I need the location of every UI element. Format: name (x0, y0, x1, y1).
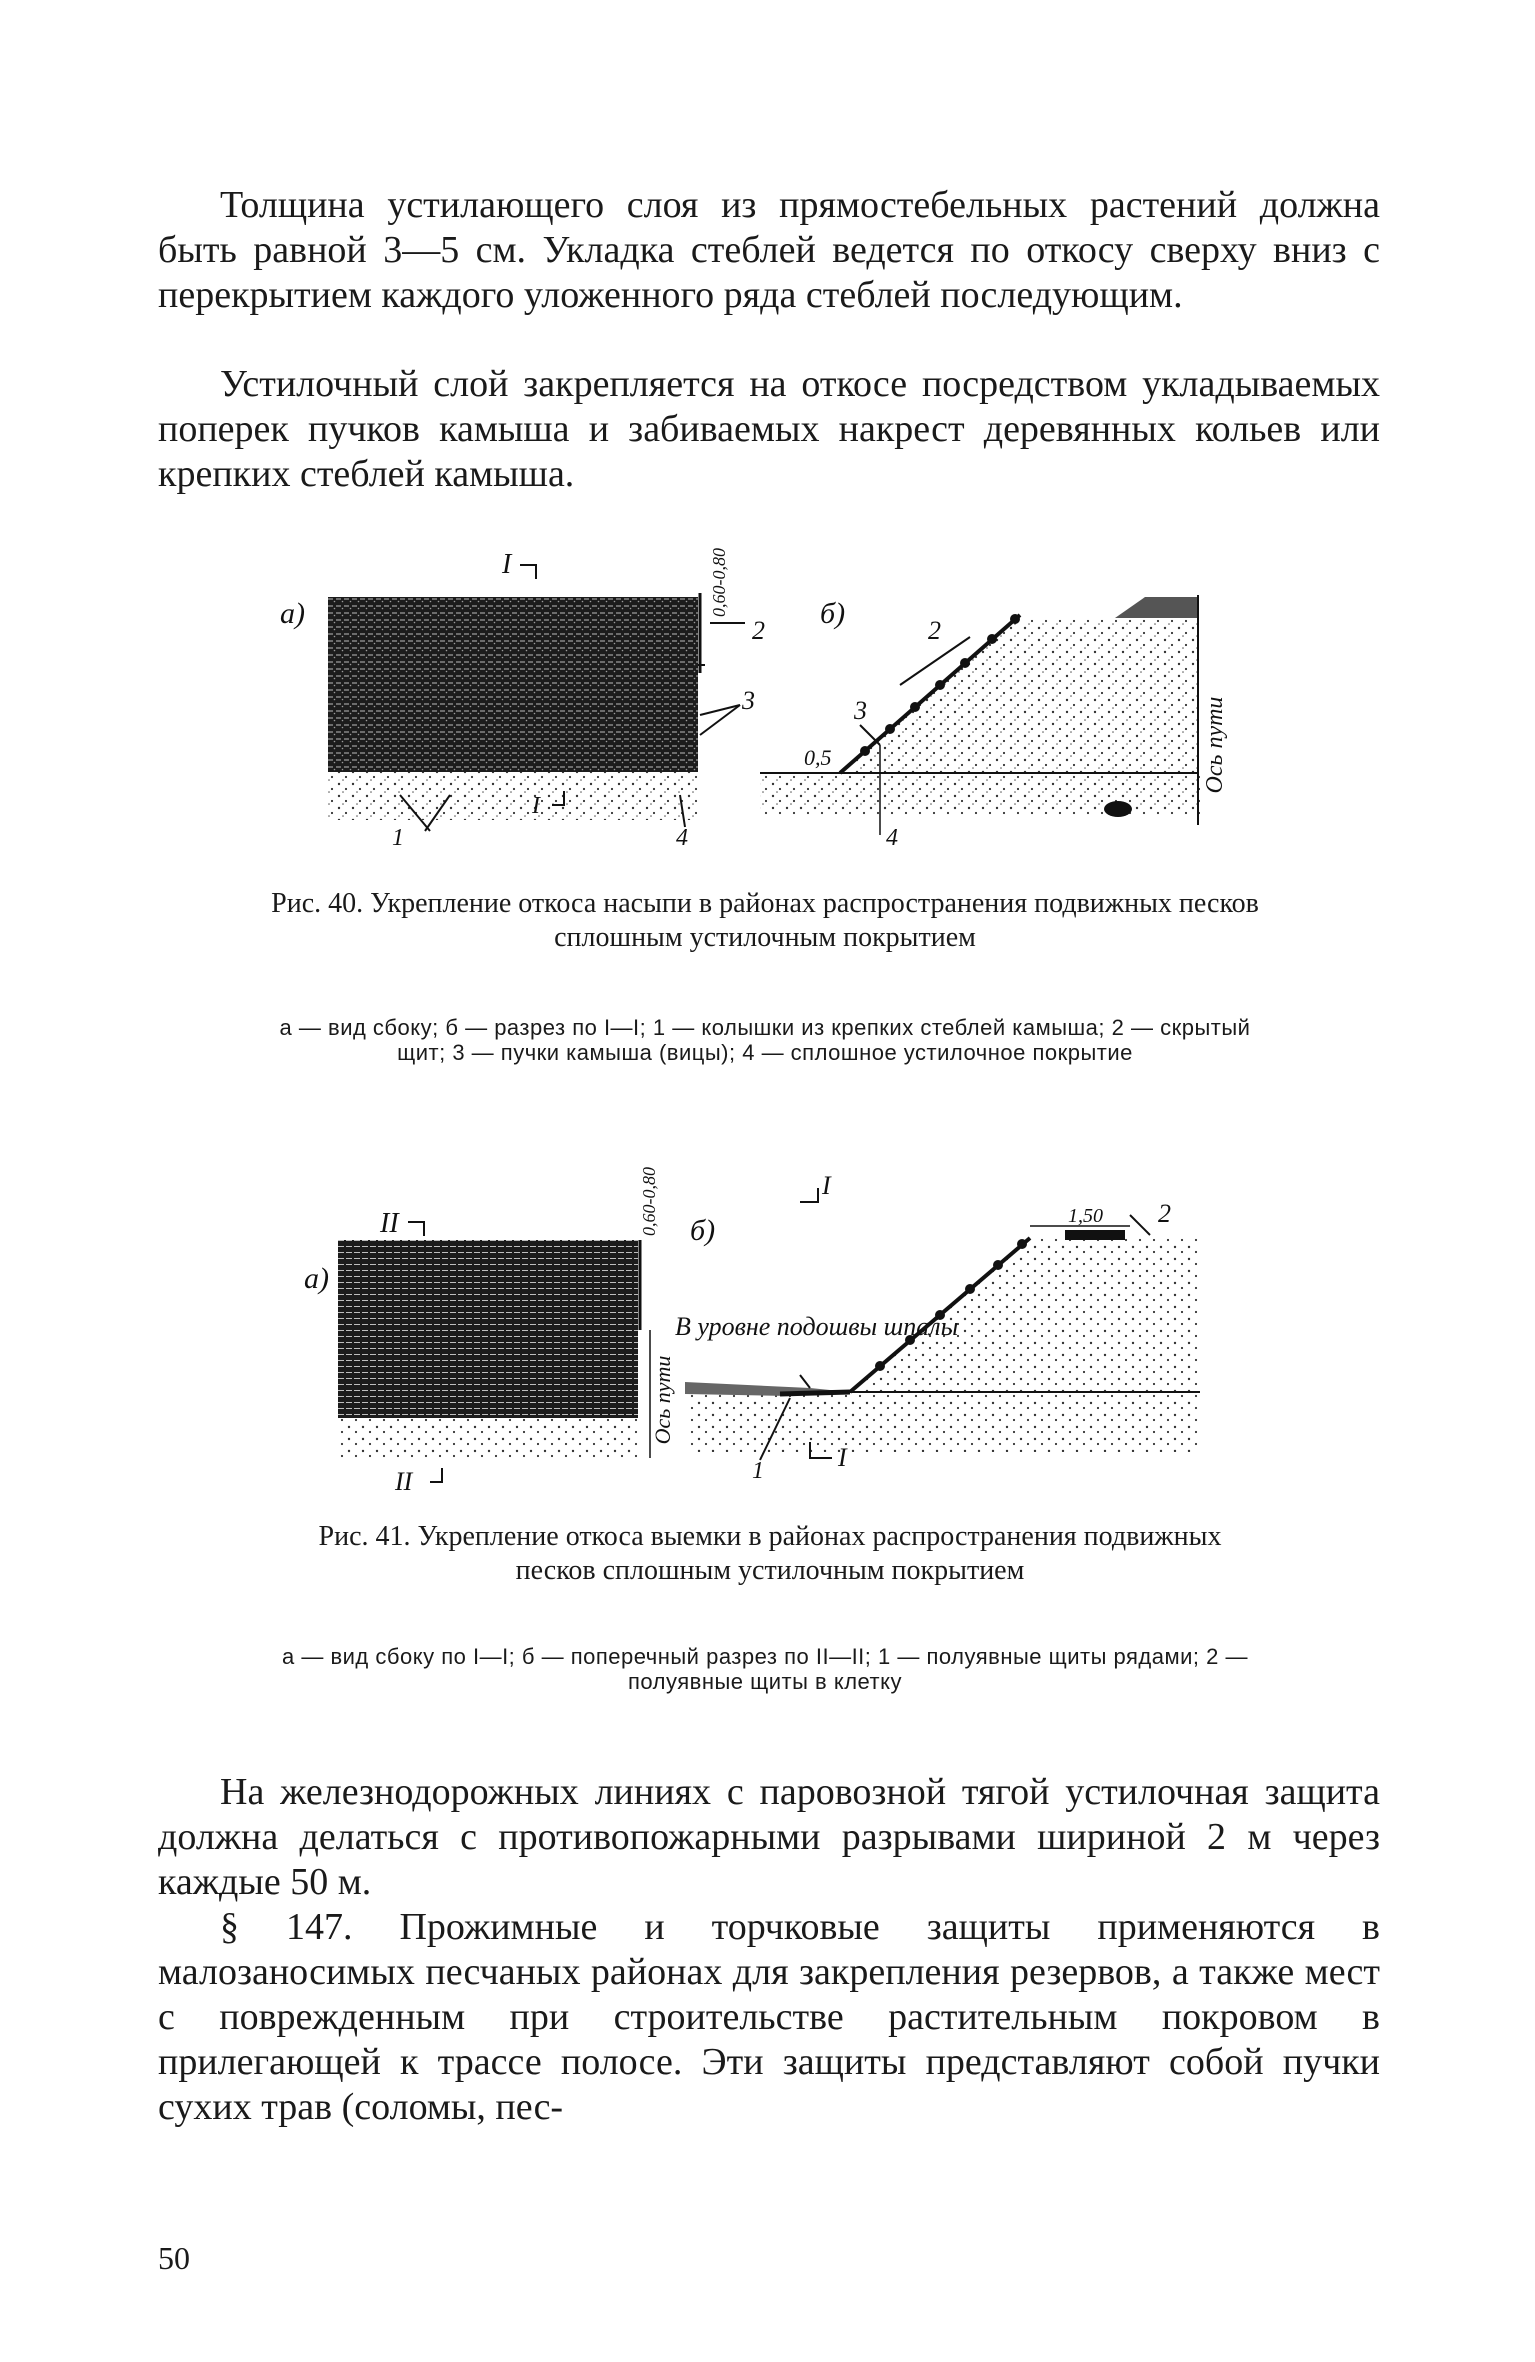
figure-41-drawing (290, 1160, 1220, 1505)
fig40-b-num-4: 4 (886, 825, 898, 851)
figure-41-legend: а — вид сбоку по I—I; б — поперечный разрез по II—II; 1 — полуявные щиты рядами; 2 — полуявные щиты в клетку (281, 1644, 1248, 1694)
paragraph-3: На железнодорожных линиях с паровозной тягой устилочная защита должна делаться с противопожарными разрывами шириной 2 м через каждые 50 м. (158, 1771, 1380, 1903)
figure-41-title: Рис. 41. Укрепление откоса выемки в районах распространения подвижных песков сплошным устилочным покрытием (318, 1521, 1222, 1586)
figure-40-title: Рис. 40. Укрепление откоса насыпи в районах распространения подвижных песков сплошным устилочным покрытием (271, 888, 1259, 953)
fig41-section-b-bottom: I (838, 1443, 847, 1472)
fig41-section-bottom: II (395, 1467, 413, 1496)
paragraph-1: Толщина устилающего слоя из прямостебельных растений должна быть равной 3—5 см. Укладка стеблей ведется по откосу сверху вниз с перекрытием каждого уложенного ряда стеблей последующим. (158, 184, 1380, 316)
paragraph-4: § 147. Прожимные и торчковые защиты применяются в малозаносимых песчаных районах для закрепления резервов, а также мест с поврежденным при строительстве растительным покровом в прилегающей к трассе полосе. Эти защиты представляют собой пучки сухих трав (соломы, пес- (158, 1906, 1380, 2128)
fig41-section-b-top: I (822, 1171, 831, 1200)
semi-visible-shields-side-view (338, 1240, 638, 1418)
fig41-axis-label: Ось пути (650, 1355, 675, 1445)
fig41-section-top: II (380, 1208, 399, 1239)
fig41-num-2: 2 (1158, 1199, 1171, 1228)
fig41-width-150: 1,50 (1068, 1205, 1103, 1227)
fig40-num-2: 2 (752, 616, 765, 645)
page-number: 50 (158, 2240, 190, 2276)
paragraph-2: Устилочный слой закрепляется на откосе посредством укладываемых поперек пучков камыша и забиваемых накрест деревянных кольев или крепких стеблей камыша. (158, 363, 1380, 495)
reed-cover-side-view (328, 597, 698, 772)
fig40-b-num-2: 2 (928, 616, 941, 645)
fig41-num-1: 1 (752, 1458, 764, 1484)
fig41-label-a: а) (304, 1262, 329, 1295)
fig40-b-num-3: 3 (854, 696, 867, 725)
fig40-b-05: 0,5 (804, 745, 832, 770)
fig40-dim: 0,60-0,80 (709, 548, 729, 617)
figure-40-drawing (280, 505, 1228, 851)
fig40-section-bottom: I (532, 793, 540, 819)
fig40-axis-label: Ось пути (1202, 696, 1228, 794)
fig40-num-3: 3 (742, 686, 755, 715)
fig40-label-a: а) (280, 597, 305, 630)
fig40-label-b: б) (820, 597, 846, 630)
fig41-label-b: б) (690, 1214, 716, 1247)
fig40-num-1: 1 (392, 825, 404, 851)
fig40-section-top: I (502, 549, 512, 580)
fig40-num-4: 4 (676, 825, 688, 851)
embankment-body (840, 618, 1198, 773)
sand-base (328, 772, 698, 820)
figure-40-legend: а — вид сбоку; б — разрез по I—I; 1 — колышки из крепких стеблей камыша; 2 — скрытый щит; 3 — пучки камыша (вицы); 4 — сплошное устилочное покрытие (279, 1015, 1251, 1065)
fig41-dim: 0,60-0,80 (639, 1167, 659, 1236)
fig41-level-label: В уровне подошвы шпалы (675, 1312, 959, 1341)
